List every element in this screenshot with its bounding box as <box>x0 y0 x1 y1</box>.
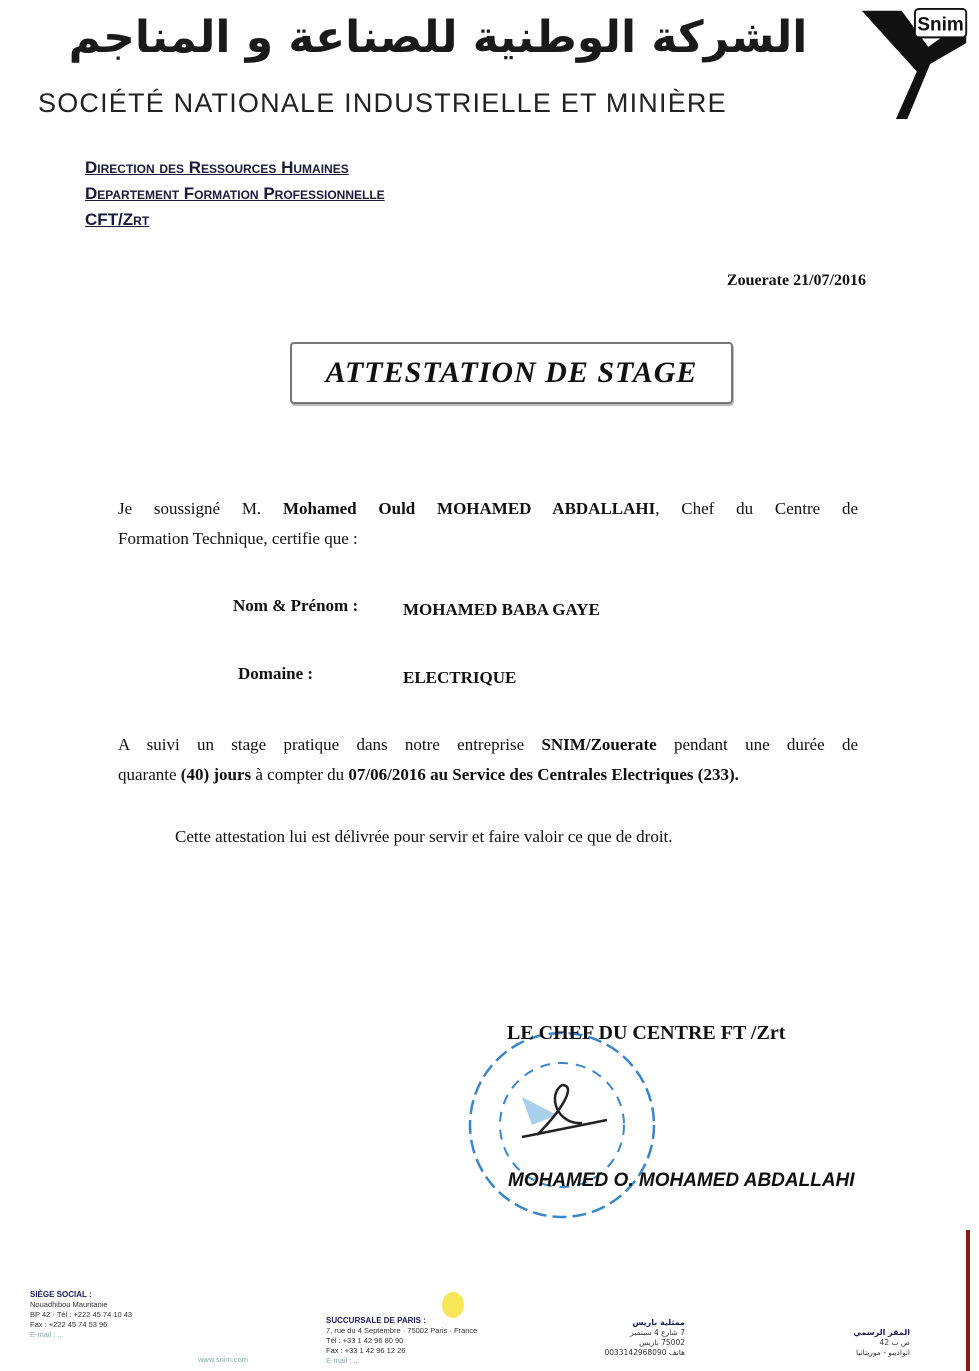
internship-paragraph-line-1 <box>118 730 858 760</box>
text: à compter du <box>251 765 349 784</box>
duration: (40) jours <box>180 765 252 784</box>
footer-heading: SUCCURSALE DE PARIS : <box>326 1316 426 1325</box>
company: SNIM/Zouerate <box>541 735 657 754</box>
page-edge-border <box>966 1230 970 1371</box>
department-line-1: Direction des Ressources Humaines <box>85 158 349 177</box>
footer-line: E-mail : ... <box>326 1356 360 1365</box>
yellow-mark <box>442 1292 464 1318</box>
text: A suivi un stage pratique dans notre entreprise <box>118 735 542 754</box>
date-location: Zouerate 21/07/2016 <box>726 272 866 289</box>
footer-heading: SIÈGE SOCIAL : <box>30 1290 92 1299</box>
document-title: ATTESTATION DE STAGE <box>325 356 698 389</box>
footer-paris-branch <box>326 1316 546 1366</box>
footer-line: BP 42 · Tél : +222 45 74 10 43 <box>30 1310 133 1319</box>
intro-text: Je soussigné M. <box>118 499 283 518</box>
footer-line: ص ب 42 <box>879 1338 910 1347</box>
domain-label: Domaine : <box>238 664 314 683</box>
department-line-2: Departement Formation Professionnelle <box>85 184 385 203</box>
start-and-service: 07/06/2016 au Service des Centrales Electriques (233). <box>348 765 739 784</box>
text: pendant une durée de <box>656 735 858 754</box>
company-name-arabic: الشركة الوطنية للصناعة و المناجم <box>68 12 808 63</box>
internship-paragraph-line-2 <box>118 760 878 790</box>
footer-heading: ممثلية باريس <box>632 1318 685 1327</box>
signatory-title: LE CHEF DU CENTRE FT /Zrt <box>507 1022 786 1044</box>
footer-website[interactable]: www.snim.com <box>198 1355 249 1364</box>
signatory-name: Mohamed Ould MOHAMED ABDALLAHI <box>282 499 656 518</box>
domain-value: ELECTRIQUE <box>403 668 517 687</box>
official-stamp <box>462 1025 672 1225</box>
footer-line: 7, rue du 4 Septembre · 75002 Paris · France <box>326 1326 478 1335</box>
company-name-french: SOCIÉTÉ NATIONALE INDUSTRIELLE ET MINIÈRE <box>38 88 727 118</box>
closing-sentence: Cette attestation lui est délivrée pour servir et faire valoir ce que de droit. <box>175 827 673 846</box>
footer-line: Fax : +222 45 74 53 96 <box>30 1320 108 1329</box>
footer-heading: المقر الرسمي <box>853 1328 910 1337</box>
snim-logo <box>858 2 970 124</box>
department-line-3: CFT/Zrt <box>85 210 150 229</box>
footer-line: هاتف 0033142968090 <box>604 1348 685 1357</box>
intro-text-2: , Chef du Centre de <box>655 499 859 518</box>
footer-line: 75002 باريس <box>639 1338 685 1347</box>
footer-line: Tél : +33 1 42 96 80 90 <box>326 1336 404 1345</box>
footer-line: E-mail : ... <box>30 1330 64 1339</box>
footer-line: 7 شارع 4 سبتمبر <box>630 1328 685 1337</box>
footer-head-office-arabic <box>800 1328 910 1358</box>
name-label: Nom & Prénom : <box>233 596 359 615</box>
document-title-box <box>290 342 733 404</box>
intro-paragraph-line-1 <box>118 494 858 524</box>
text: quarante <box>118 765 181 784</box>
footer-line: انواذيبو - موريتانيا <box>856 1348 910 1357</box>
footer-line: Fax : +33 1 42 96 12 26 <box>326 1346 406 1355</box>
signatory-printed-name: MOHAMED O. MOHAMED ABDALLAHI <box>508 1170 855 1191</box>
logo-text: Snim <box>917 14 964 36</box>
name-value: MOHAMED BABA GAYE <box>403 600 600 619</box>
footer-paris-arabic <box>560 1318 685 1358</box>
footer-head-office <box>30 1290 190 1340</box>
intro-paragraph-line-2: Formation Technique, certifie que : <box>118 529 358 548</box>
footer-line: Nouadhibou Mauritanie <box>30 1300 108 1309</box>
